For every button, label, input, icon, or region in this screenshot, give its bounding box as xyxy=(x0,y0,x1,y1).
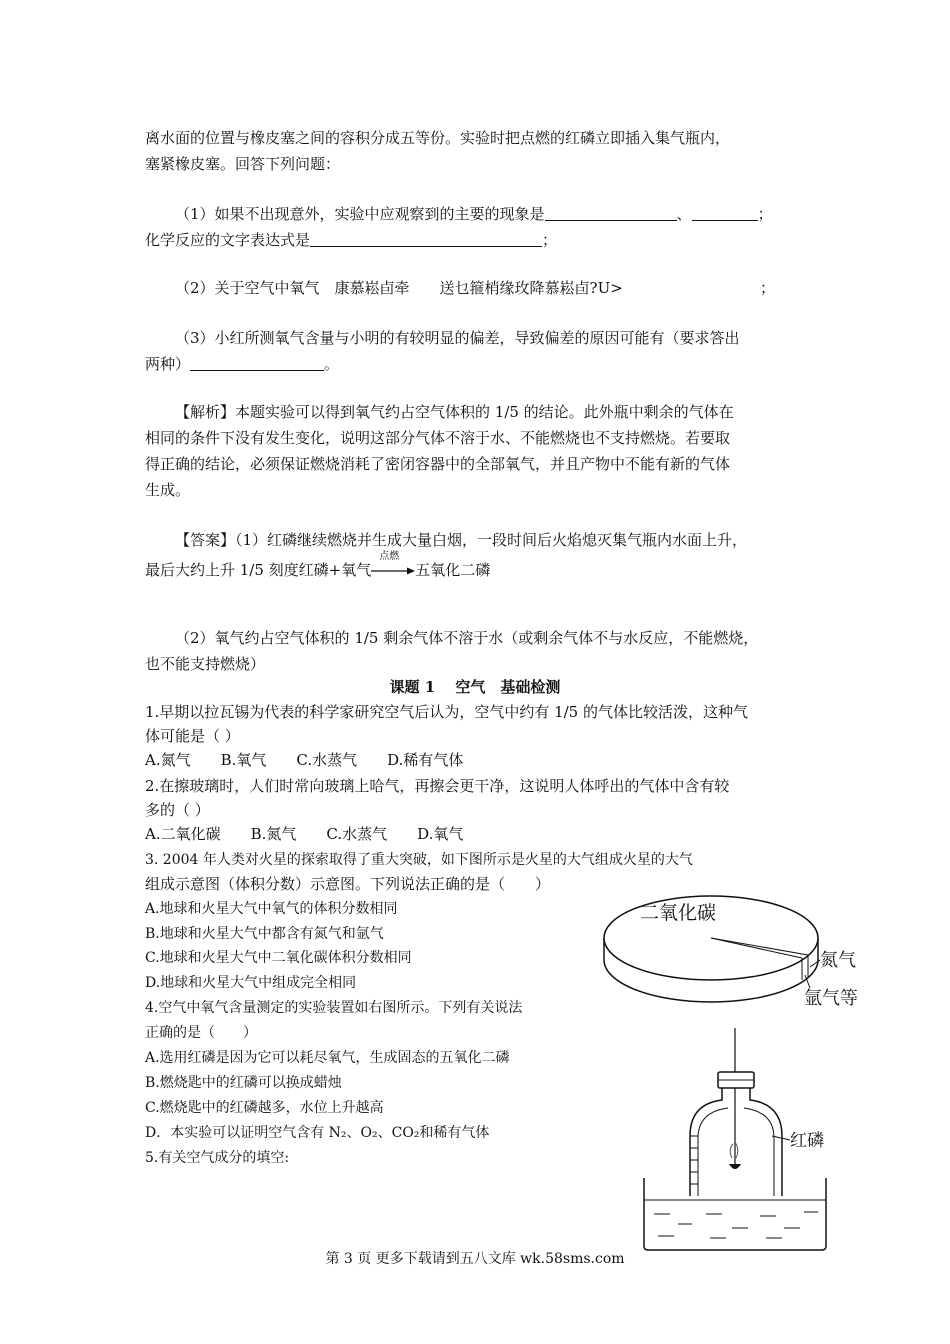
exercise-2-line-2: 多的（ ） xyxy=(145,801,210,819)
label-leader-p xyxy=(772,1136,790,1140)
gas-bottle xyxy=(690,1088,782,1196)
intro-line-1: 离水面的位置与橡皮塞之间的容积分成五等份。实验时把点燃的红磷立即插入集气瓶内， xyxy=(145,129,731,147)
exercise-4-option-b: B.燃烧匙中的红磷可以换成蜡烛 xyxy=(145,1075,342,1091)
analysis-line-1: 【解析】本题实验可以得到氧气约占空气体积的 1/5 的结论。此外瓶中剩余的气体在 xyxy=(175,403,734,421)
label-ar: 氩气等 xyxy=(804,988,858,1009)
question-3-line-1: （3）小红所测氧气含量与小明的有较明显的偏差，导致偏差的原因可能有（要求答出 xyxy=(175,329,740,347)
question-2-end: ； xyxy=(760,279,776,297)
exercise-3-option-c: C.地球和火星大气中二氧化碳体积分数相同 xyxy=(145,950,412,966)
water-pattern xyxy=(654,1212,818,1238)
exercise-3-option-a: A.地球和火星大气中氧气的体积分数相同 xyxy=(145,901,398,917)
exercise-3-option-d: D.地球和火星大气中组成完全相同 xyxy=(145,975,357,991)
analysis-line-3: 得正确的结论，必须保证燃烧消耗了密闭容器中的全部氧气，并且产物中不能有新的气体 xyxy=(145,455,731,473)
analysis-line-4: 生成。 xyxy=(145,481,191,499)
question-2: （2）关于空气中氧气 康慕崧卣牵 送乜箍梢缘玫降慕崧卣?U> xyxy=(175,279,623,297)
apparatus-figure xyxy=(632,1028,862,1260)
page-footer: 第 3 页 更多下载请到五八文库 wk.58sms.com xyxy=(325,1251,625,1267)
intro-line-2: 塞紧橡皮塞。回答下列问题： xyxy=(145,155,341,173)
answer-blank[interactable] xyxy=(545,204,677,221)
label-n2: 氮气 xyxy=(820,950,856,971)
exercise-4-option-d: D．本实验可以证明空气含有 N₂、O₂、CO₂和稀有气体 xyxy=(145,1125,490,1141)
smoke-icon xyxy=(730,1142,738,1158)
mars-atmosphere-figure xyxy=(596,888,876,1022)
answer-blank[interactable] xyxy=(692,204,758,221)
exercise-4-line-2: 正确的是（ ） xyxy=(145,1025,257,1041)
reaction-condition: 点燃 xyxy=(379,551,400,562)
answer-blank[interactable] xyxy=(310,230,542,247)
analysis-line-2: 相同的条件下没有发生变化，说明这部分气体不溶于水、不能燃烧也不支持燃烧。若要取 xyxy=(145,429,731,447)
exercise-4-option-a: A.选用红磷是因为它可以耗尽氧气，生成固态的五氧化二磷 xyxy=(145,1050,510,1066)
water-trough xyxy=(644,1178,826,1250)
exercise-1-line-2: 体可能是（ ） xyxy=(145,727,240,745)
label-red-phosphorus: 红磷 xyxy=(790,1131,824,1151)
exercise-1-line-1: 1.早期以拉瓦锡为代表的科学家研究空气后认为，空气中约有 1/5 的气体比较活泼，这种气 xyxy=(145,703,748,721)
exercise-1-options: A.氮气 B.氧气 C.水蒸气 D.稀有气体 xyxy=(145,751,464,769)
exercise-4-option-c: C.燃烧匙中的红磷越多，水位上升越高 xyxy=(145,1100,384,1116)
section-title: 课题 1 空气 基础检测 xyxy=(389,678,561,696)
answer-part-2-line-2: 也不能支持燃烧） xyxy=(145,655,266,673)
answer-part-2-line-1: （2）氧气约占空气体积的 1/5 剩余气体不溶于水（或剩余气体不与水反应，不能燃烧， xyxy=(175,629,759,647)
exercise-3-line-2: 组成示意图（体积分数）示意图。下列说法正确的是（ ） xyxy=(145,875,551,893)
label-co2: 二氧化碳 xyxy=(640,902,717,924)
question-1-line-2: 化学反应的文字表达式是 ； xyxy=(145,231,558,249)
question-3-line-2: 两种） 。 xyxy=(145,355,340,373)
arrow-icon xyxy=(371,566,415,576)
answer-line-2: 最后大约上升 1/5 刻度红磷+氧气 点燃 五氧化二磷 xyxy=(145,551,491,579)
reaction-arrow xyxy=(371,551,415,578)
question-1: （1）如果不出现意外，实验中应观察到的主要的现象是 、 ； xyxy=(175,205,773,223)
combustion-spoon xyxy=(729,1164,741,1169)
answer-line-1: 【答案】（1）红磷继续燃烧并生成大量白烟，一段时间后火焰熄灭集气瓶内水面上升， xyxy=(175,531,748,549)
exercise-2-line-1: 2.在擦玻璃时，人们时常向玻璃上哈气，再擦会更干净，这说明人体呼出的气体中含有较 xyxy=(145,777,730,795)
bottle-scale xyxy=(690,1136,698,1184)
exercise-4-line-1: 4.空气中氧气含量测定的实验装置如右图所示。下列有关说法 xyxy=(145,1000,523,1016)
exercise-3-line-1: 3. 2004 年人类对火星的探索取得了重大突破，如下图所示是火星的大气组成火星的大气 xyxy=(145,852,693,868)
exercise-2-options: A.二氧化碳 B.氮气 C.水蒸气 D.氧气 xyxy=(145,825,464,843)
answer-blank[interactable] xyxy=(190,354,324,371)
exercise-5: 5.有关空气成分的填空: xyxy=(145,1150,290,1166)
exercise-3-option-b: B.地球和火星大气中都含有氮气和氩气 xyxy=(145,926,384,942)
